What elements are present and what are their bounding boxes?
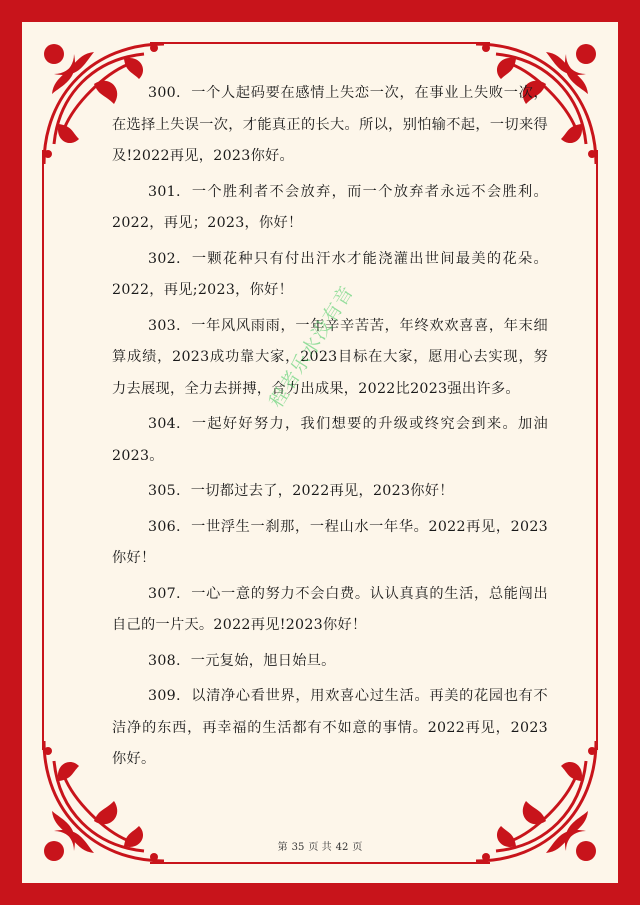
entry-300 [112,78,548,173]
entry-number: 304. [148,416,181,432]
entry-306 [112,512,548,575]
entry-number: 307. [148,585,181,602]
entry-number: 308. [148,652,181,669]
entry-number: 301. [148,183,181,200]
document-body [112,78,548,780]
entry-text: 一颗花种只有付出汗水才能浇灌出世间最美的花朵。2022，再见;2023，你好！ [112,250,548,298]
entry-text: 一年风风雨雨，一年辛辛苦苦，年终欢欢喜喜，年末细算成绩，2023成功靠大家，2023目标在大家，愿用心去实现，努力去展现，全力去拼搏，合力出成果，2022比2023强出许多。 [112,317,548,397]
entry-text: 一起好好努力，我们想要的升级或终究会到来。加油2023。 [112,416,548,464]
frame-line-left [42,150,44,750]
entry-number: 306. [148,518,181,535]
footer-page-number: 35 [291,842,305,853]
entry-number: 305. [148,483,181,499]
footer-mid: 页 共 [308,842,332,853]
page-footer [0,838,640,853]
entry-text: 以清净心看世界，用欢喜心过生活。再美的花园也有不洁净的东西，再幸福的生活都有不如意的事情。2022再见，2023你好。 [112,688,548,767]
entry-number: 309. [148,688,181,704]
entry-308 [112,646,548,678]
entry-text: 一世浮生一刹那，一程山水一年华。2022再见，2023你好！ [112,518,548,566]
entry-text: 一元复始，旭日始旦。 [190,652,336,669]
frame-line-right [596,150,598,750]
entry-307 [112,579,548,642]
entry-number: 303. [148,317,181,334]
frame-line-top [150,42,490,44]
entry-text: 一心一意的努力不会白费。认认真真的生活，总能闯出自己的一片天。2022再见!2023你好！ [112,585,548,633]
entry-text: 一切都过去了，2022再见，2023你好！ [190,483,454,499]
entry-number: 302. [148,250,181,267]
footer-suffix: 页 [352,842,363,853]
entry-309 [112,681,548,776]
entry-305 [112,476,548,508]
entry-text: 一个胜利者不会放弃，而一个放弃者永远不会胜利。2022，再见；2023，你好！ [112,183,548,231]
frame-line-bottom [150,862,490,864]
entry-301 [112,177,548,240]
entry-text: 一个人起码要在感情上失恋一次，在事业上失败一次，在选择上失误一次，才能真正的长大。所以，别怕输不起，一切来得及!2022再见，2023你好。 [112,85,548,164]
footer-prefix: 第 [277,842,288,853]
footer-total-pages: 42 [335,842,349,853]
entry-304 [112,409,548,472]
watermark: 程者乐水没有音 [265,281,359,412]
entry-number: 300. [148,85,181,101]
